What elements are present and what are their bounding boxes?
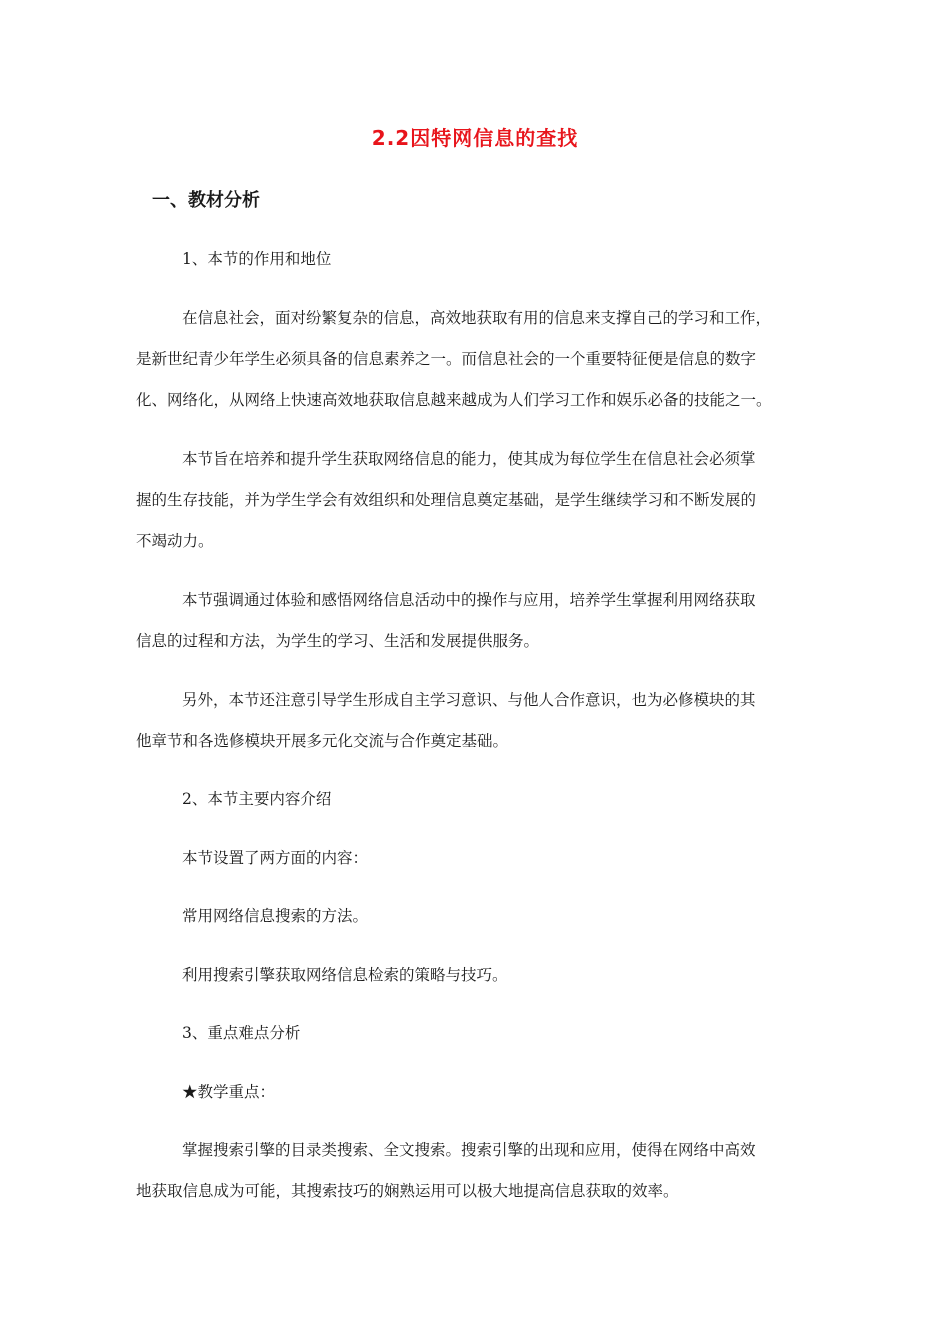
content-intro: 本节设置了两方面的内容：: [182, 849, 369, 867]
section-heading: 一、教材分析: [152, 190, 260, 211]
paragraph-line: 地获取信息成为可能，其搜索技巧的娴熟运用可以极大地提高信息获取的效率。: [136, 1182, 679, 1200]
paragraph-line: 信息的过程和方法，为学生的学习、生活和发展提供服务。: [136, 632, 540, 650]
paragraph-line: 另外，本节还注意引导学生形成自主学习意识、与他人合作意识，也为必修模块的其: [182, 691, 756, 709]
subheading-key-points: 3、重点难点分析: [182, 1024, 301, 1042]
paragraph-line: 不竭动力。: [136, 532, 214, 550]
paragraph-line: 在信息社会，面对纷繁复杂的信息，高效地获取有用的信息来支撑自己的学习和工作，: [182, 309, 772, 327]
document-title: 2.2因特网信息的查找: [371, 126, 579, 150]
paragraph-line: 是新世纪青少年学生必须具备的信息素养之一。而信息社会的一个重要特征便是信息的数字: [136, 350, 757, 368]
paragraph-line: 本节旨在培养和提升学生获取网络信息的能力，使其成为每位学生在信息社会必须掌: [182, 450, 756, 468]
key-point-label: ★教学重点：: [182, 1083, 276, 1101]
paragraph-line: 本节强调通过体验和感悟网络信息活动中的操作与应用，培养学生掌握利用网络获取: [182, 591, 756, 609]
paragraph-line: 他章节和各选修模块开展多元化交流与合作奠定基础。: [136, 732, 509, 750]
paragraph-line: 掌握搜索引擎的目录类搜索、全文搜索。搜索引擎的出现和应用，使得在网络中高效: [182, 1141, 756, 1159]
content-item: 利用搜索引擎获取网络信息检索的策略与技巧。: [182, 966, 508, 984]
paragraph-line: 化、网络化，从网络上快速高效地获取信息越来越成为人们学习工作和娱乐必备的技能之一。: [136, 391, 772, 409]
subheading-content: 2、本节主要内容介绍: [182, 790, 332, 808]
content-item: 常用网络信息搜索的方法。: [182, 907, 369, 925]
subheading-role: 1、本节的作用和地位: [182, 250, 332, 268]
paragraph-line: 握的生存技能，并为学生学会有效组织和处理信息奠定基础，是学生继续学习和不断发展的: [136, 491, 757, 509]
